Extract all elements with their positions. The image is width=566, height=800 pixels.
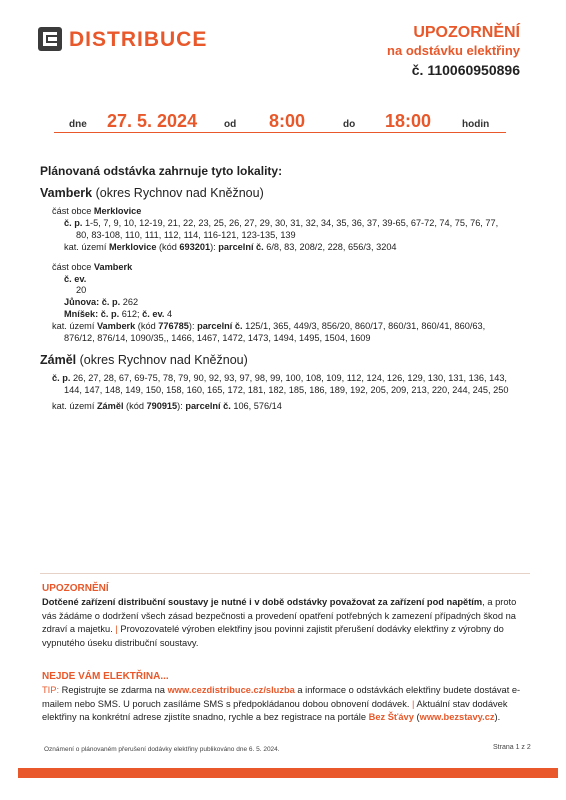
no-power-text: TIP: Registrujte se zdarma na www.cezdistribuce.cz/sluzba a informace o odstávkách elektřiny budete dostávat e-mailem nebo SMS. U poruch zasíláme SMS s předpokládanou dobou obnovení dodávek. | Aktuální stav dodávek elektřiny na konkrétní adrese zjistíte snadno, rychle a bez registrace na portále Bez Šťávy (www.bezstavy.cz). bbox=[42, 685, 521, 722]
warning-heading: UPOZORNĚNÍ bbox=[42, 583, 109, 594]
outage-date-row bbox=[54, 108, 516, 132]
part-vamberk: část obce Vamberk bbox=[52, 262, 133, 272]
merklovice-cadastral: kat. území Merklovice (kód 693201): parcelní č. 6/8, 83, 208/2, 228, 656/3, 3204 bbox=[64, 242, 397, 252]
date-divider bbox=[54, 132, 506, 133]
vamberk-ev-label: č. ev. bbox=[64, 274, 87, 284]
notice-header bbox=[387, 24, 520, 80]
vamberk-mnisek: Mníšek: č. p. 612; č. ev. 4 bbox=[64, 309, 173, 319]
footer-bar bbox=[18, 768, 558, 778]
intro-heading: Plánovaná odstávka zahrnuje tyto lokality: bbox=[40, 164, 283, 178]
outage-date: 27. 5. 2024 bbox=[107, 111, 198, 131]
bez-stavy-link[interactable]: Bez Šťávy bbox=[368, 712, 414, 722]
zamel-cadastral: kat. území Záměl (kód 790915): parcelní č. 106, 576/14 bbox=[52, 401, 282, 411]
no-power-heading: NEJDE VÁM ELEKTŘINA... bbox=[42, 671, 169, 682]
municipality-vamberk bbox=[40, 186, 264, 200]
vamberk-junova: Jůnova: č. p. 262 bbox=[64, 297, 139, 307]
publication-note: Oznámení o plánovaném přerušení dodávky elektřiny publikováno dne 6. 5. 2024. bbox=[44, 746, 280, 753]
to-label: do bbox=[343, 119, 356, 130]
bezstavy-url-link[interactable]: www.bezstavy.cz bbox=[419, 712, 495, 722]
from-label: od bbox=[224, 119, 237, 130]
vamberk-ev-value: 20 bbox=[76, 285, 87, 295]
hours-label: hodin bbox=[462, 119, 490, 130]
municipality-district: (okres Rychnov nad Kněžnou) bbox=[92, 186, 264, 200]
merklovice-cp-list: č. p. 1-5, 7, 9, 10, 12-19, 21, 22, 23, 25, 26, 27, 29, 30, 31, 32, 34, 35, 36, 37, 39-65, 67-72, 74, 75, 76, 77, bbox=[64, 218, 499, 228]
merklovice-cp-list-2: 80, 83-108, 110, 111, 112, 114, 116-121, 123-135, 139 bbox=[76, 230, 296, 240]
outage-to: 18:00 bbox=[385, 111, 432, 131]
notice-subtitle: na odstávku elektřiny bbox=[387, 43, 520, 58]
zamel-cp-list: č. p. 26, 27, 28, 67, 69-75, 78, 79, 90, 92, 93, 97, 98, 99, 100, 108, 109, 112, 124, 126, 129, 130, 131, 136, 143, bbox=[52, 373, 507, 383]
municipality-name: Vamberk bbox=[40, 186, 93, 200]
tip-label: TIP: bbox=[42, 685, 60, 695]
zamel-cp-list-2: 144, 147, 148, 149, 150, 158, 160, 165, 172, 181, 182, 185, 186, 189, 192, 205, 209, 213, 220, 244, 245, 250 bbox=[64, 385, 509, 395]
section-divider bbox=[40, 573, 530, 574]
outage-from: 8:00 bbox=[269, 111, 306, 131]
brand-name: DISTRIBUCE bbox=[69, 28, 208, 51]
page-number: Strana 1 z 2 bbox=[493, 744, 531, 751]
registration-link[interactable]: www.cezdistribuce.cz/sluzba bbox=[167, 685, 295, 695]
notice-number: č. 110060950896 bbox=[411, 62, 520, 78]
municipality-zamel: Záměl (okres Rychnov nad Kněžnou) bbox=[40, 353, 248, 367]
cez-logo-icon bbox=[38, 27, 62, 51]
vamberk-cadastral-2: 876/12, 876/14, 1090/35,, 1466, 1467, 1472, 1473, 1494, 1495, 1504, 1609 bbox=[64, 333, 371, 343]
warning-text: Dotčené zařízení distribuční soustavy je nutné i v době odstávky považovat za zařízení pod napětím, a proto vás žádáme o dodržení všech zásad bezpečnosti a provedení opatření potřebných k zamezení případných škod na zdraví a majetku. | Provozovatelé výroben elektřiny jsou povinni zajistit přerušení dodávky elektřiny z výrobny do vypnutého úseku distribuční soustavy. bbox=[42, 597, 517, 648]
part-merklovice: část obce Merklovice bbox=[52, 206, 142, 216]
notice-title: UPOZORNĚNÍ bbox=[413, 24, 520, 41]
vamberk-cadastral: kat. území Vamberk (kód 776785): parcelní č. 125/1, 365, 449/3, 856/20, 860/17, 860/31, 860/41, 860/63, bbox=[52, 321, 486, 331]
day-label: dne bbox=[69, 119, 87, 130]
